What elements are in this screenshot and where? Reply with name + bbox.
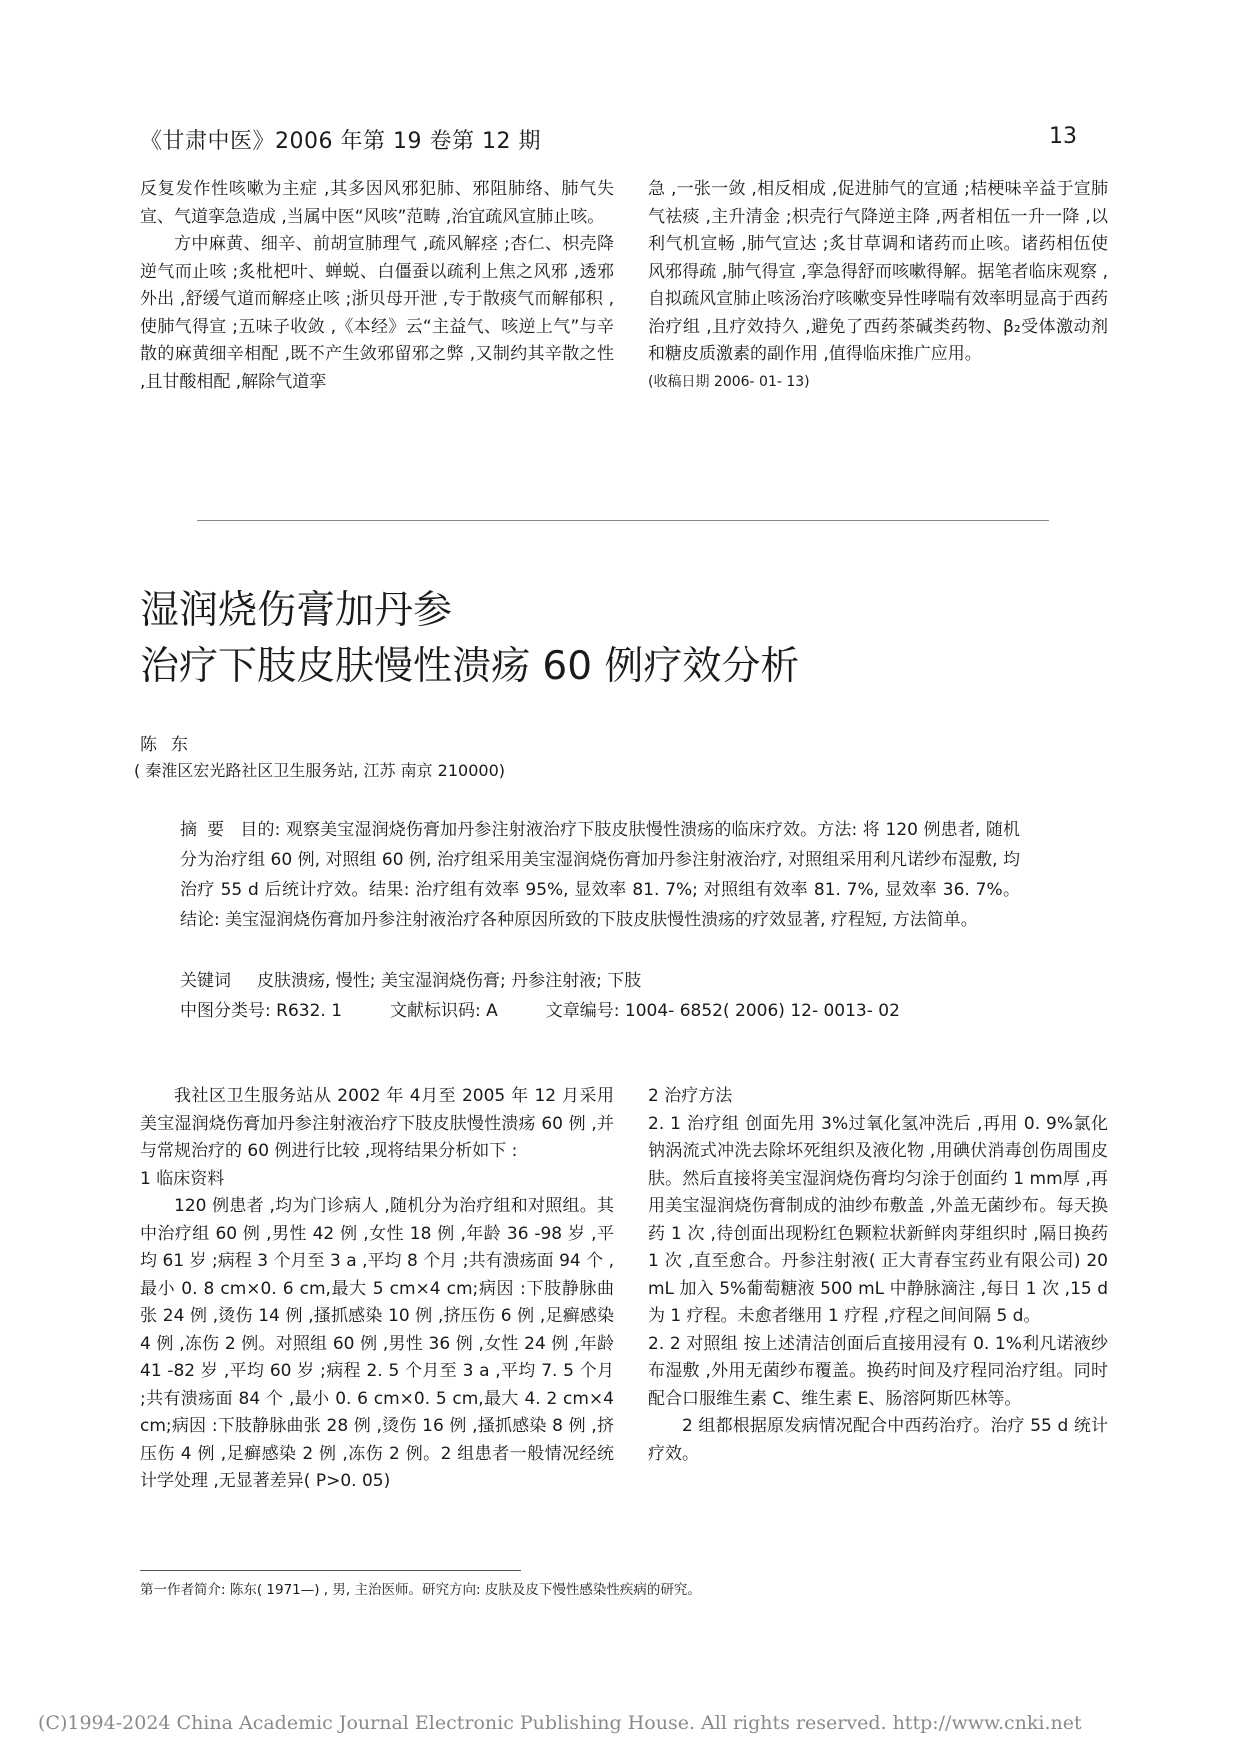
body-paragraph: 2 组都根据原发病情况配合中西药治疗。治疗 55 d 统计疗效。 — [648, 1416, 1108, 1464]
prev-paragraph: 反复发作性咳嗽为主症 ,其多因风邪犯肺、邪阻肺络、肺气失宣、气道挛急造成 ,当属中医“风咳”范畴 ,治宜疏风宣肺止咳。 — [140, 179, 614, 227]
article-number: 文章编号: 1004- 6852( 2006) 12- 0013- 02 — [545, 1001, 900, 1021]
abstract — [180, 815, 1020, 935]
section-heading: 2 治疗方法 — [648, 1086, 733, 1106]
prev-paragraph: 急 ,一张一敛 ,相反相成 ,促进肺气的宣通 ;桔梗味辛益于宣肺气祛痰 ,主升清金 ;枳壳行气降逆主降 ,两者相伍一升一降 ,以利气机宣畅 ,肺气宣达 ;炙甘草调和诸药而止咳。诸药相伍使风邪得疏 ,肺气得宣 ,挛急得舒而咳嗽得解。据笔者临床观察 ,自拟疏风宣肺止咳汤治疗咳嗽变异性哮喘有效率明显高于西药治疗组 ,且疗效持久 ,避免了西药茶碱类药物、β₂受体激动剂和糖皮质激素的副作用 ,值得临床推广应用。 — [648, 179, 1108, 364]
footnote-rule — [140, 1570, 521, 1571]
body-paragraph: 2. 2 对照组 按上述清洁创面后直接用浸有 0. 1%利凡诺液纱布湿敷 ,外用无菌纱布覆盖。换药时间及疗程同治疗组。同时配合口服维生素 C、维生素 E、肠溶阿斯匹林等。 — [648, 1333, 1108, 1409]
keywords — [180, 966, 641, 991]
article-separator — [197, 520, 1049, 521]
body-paragraph: 2. 1 治疗组 创面先用 3%过氧化氢冲洗后 ,再用 0. 9%氯化钠涡流式冲洗去除坏死组织及液化物 ,用碘伏消毒创伤周围皮肤。然后直接将美宝湿润烧伤膏均匀涂于创面约 1 mm厚 ,再用美宝湿润烧伤膏制成的油纱布敷盖 ,外盖无菌纱布。每天换药 1 次 ,待创面出现粉红色颗粒状新鲜肉芽组织时 ,隔日换药 1 次 ,直至愈合。丹参注射液( 正大青春宝药业有限公司) 20 mL 加入 5%葡萄糖液 500 mL 中静脉滴注 ,每日 1 次 ,15 d 为 1 疗程。未愈者继用 1 疗程 ,疗程之间间隔 5 d。 — [648, 1113, 1108, 1326]
article-title-line1: 湿润烧伤膏加丹参 — [140, 588, 453, 633]
article-column-left — [140, 1083, 614, 1496]
clc-number: 中图分类号: R632. 1 — [180, 1001, 343, 1021]
prev-article-column-left — [140, 176, 614, 396]
document-code: 文献标识码: A — [390, 1001, 498, 1021]
author-affiliation: ( 秦淮区宏光路社区卫生服务站, 江苏 南京 210000) — [134, 761, 505, 780]
page-number: 13 — [1049, 124, 1077, 149]
prev-paragraph: 方中麻黄、细辛、前胡宣肺理气 ,疏风解痉 ;杏仁、枳壳降逆气而止咳 ;炙枇杷叶、蝉蜕、白僵蚕以疏利上焦之风邪 ,透邪外出 ,舒缓气道而解痉止咳 ;浙贝母开泄 ,专于散痰气而解郁积 ,使肺气得宣 ;五味子收敛 ,《本经》云“主益气、咳逆上气”与辛散的麻黄细辛相配 ,既不产生敛邪留邪之弊 ,又制约其辛散之性 ,且甘酸相配 ,解除气道挛 — [140, 234, 614, 392]
article-title-line2: 治疗下肢皮肤慢性溃疡 60 例疗效分析 — [140, 644, 800, 689]
body-paragraph: 我社区卫生服务站从 2002 年 4月至 2005 年 12 月采用美宝湿润烧伤膏加丹参注射液治疗下肢皮肤慢性溃疡 60 例 ,并与常规治疗的 60 例进行比较 ,现将结果分析如下 : — [140, 1086, 614, 1161]
prev-article-column-right — [648, 176, 1108, 396]
abstract-text: 目的: 观察美宝湿润烧伤膏加丹参注射液治疗下肢皮肤慢性溃疡的临床疗效。方法: 将 120 例患者, 随机分为治疗组 60 例, 对照组 60 例, 治疗组采用美宝湿润烧伤膏加丹参注射液治疗, 对照组采用利凡诺纱布湿敷, 均治疗 55 d 后统计疗效。结果: 治疗组有效率 95%, 显效率 81. 7%; 对照组有效率 81. 7%, 显效率 36. 7%。结论: 美宝湿润烧伤膏加丹参注射液治疗各种原因所致的下肢皮肤慢性溃疡的疗效显著, 疗程短, 方法简单。 — [180, 820, 1021, 930]
body-paragraph: 120 例患者 ,均为门诊病人 ,随机分为治疗组和对照组。其中治疗组 60 例 ,男性 42 例 ,女性 18 例 ,年龄 36 -98 岁 ,平均 61 岁 ;病程 3 个月至 3 a ,平均 8 个月 ;共有溃疡面 94 个 ,最小 0. 8 cm×0. 6 cm,最大 5 cm×4 cm;病因 :下肢静脉曲张 24 例 ,烫伤 14 例 ,搔抓感染 10 例 ,挤压伤 6 例 ,足癣感染 4 例 ,冻伤 2 例。对照组 60 例 ,男性 36 例 ,女性 24 例 ,年龄 41 -82 岁 ,平均 60 岁 ;病程 2. 5 个月至 3 a ,平均 7. 5 个月 ;共有溃疡面 84 个 ,最小 0. 6 cm×0. 5 cm,最大 4. 2 cm×4 cm;病因 :下肢静脉曲张 28 例 ,烫伤 16 例 ,搔抓感染 8 例 ,挤压伤 4 例 ,足癣感染 2 例 ,冻伤 2 例。2 组患者一般情况经统计学处理 ,无显著差异( P>0. 05) — [140, 1196, 614, 1491]
section-heading: 1 临床资料 — [140, 1168, 225, 1189]
article-column-right — [648, 1083, 1108, 1468]
abstract-label: 摘要 — [180, 820, 235, 840]
keywords-text: 皮肤溃疡, 慢性; 美宝湿润烧伤膏; 丹参注射液; 下肢 — [257, 971, 642, 991]
keywords-label: 关键词 — [180, 971, 231, 991]
journal-header: 《甘肃中医》2006 年第 19 卷第 12 期 — [140, 129, 541, 154]
author-footnote: 第一作者简介: 陈东( 1971—) , 男, 主治医师。研究方向: 皮肤及皮下慢性感染性疾病的研究。 — [140, 1582, 701, 1598]
classification-line — [180, 996, 948, 1021]
received-date: (收稿日期 2006- 01- 13) — [648, 373, 810, 390]
copyright-notice: (C)1994-2024 China Academic Journal Electronic Publishing House. All rights reserved. http://www.cnki.net — [38, 1712, 1082, 1734]
author-name: 陈东 — [140, 735, 202, 755]
